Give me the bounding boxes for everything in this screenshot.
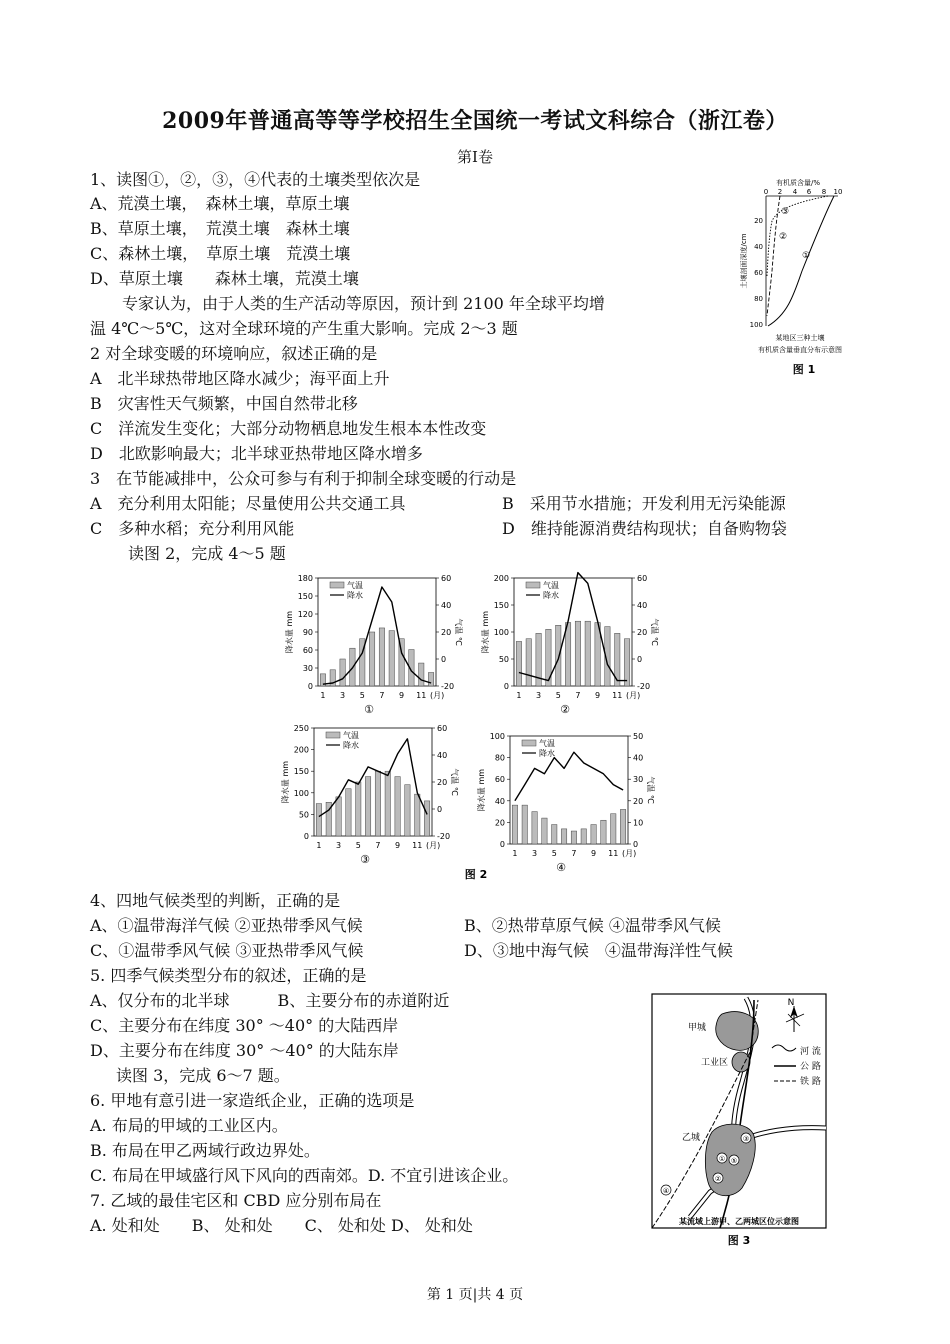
month-tick-label: 5 bbox=[551, 849, 557, 858]
fig3-subcaption: 某流域上游甲、乙两城区位示意图 bbox=[679, 1217, 799, 1226]
temperature-bar bbox=[346, 789, 351, 836]
chart-panel-label: ③ bbox=[360, 853, 370, 866]
temperature-bar bbox=[565, 623, 570, 686]
precip-tick-label: 100 bbox=[293, 788, 309, 798]
month-tick-label: 5 bbox=[555, 691, 561, 700]
q1-option-b: B、草原土壤， 荒漠土壤 森林土壤 bbox=[90, 219, 350, 238]
temp-tick-label: 20 bbox=[441, 628, 452, 637]
temperature-bar bbox=[542, 818, 547, 844]
chart-panel-label: ④ bbox=[556, 861, 566, 874]
precip-tick-label: 90 bbox=[302, 628, 313, 637]
month-tick-label: 3 bbox=[340, 691, 346, 700]
temperature-bar bbox=[591, 825, 596, 844]
section-heading: 第Ⅰ卷 bbox=[457, 148, 493, 166]
precip-tick-label: 150 bbox=[297, 592, 313, 601]
svg-text:20: 20 bbox=[754, 217, 763, 225]
temperature-bar bbox=[395, 777, 400, 836]
legend-precip-label: 降水 bbox=[347, 591, 363, 600]
temperature-bar bbox=[532, 812, 537, 844]
fig1-left-axis-label: 土壤剖面深度/cm bbox=[740, 233, 748, 289]
precip-tick-label: 0 bbox=[499, 840, 505, 849]
q5-option-c: C、主要分布在纬度 30° ～40° 的大陆西岸 bbox=[90, 1016, 399, 1035]
legend-temp-label: 气温 bbox=[539, 739, 555, 748]
question-1: 1、读图①，②，③，④代表的土壤类型依次是 bbox=[90, 170, 421, 189]
svg-text:6: 6 bbox=[806, 188, 812, 196]
q5-option-d: D、主要分布在纬度 30° ～40° 的大陆东岸 bbox=[90, 1041, 399, 1060]
figure-1 bbox=[738, 176, 850, 386]
read-fig2-instruction: 读图 2，完成 4～5 题 bbox=[128, 544, 286, 563]
temperature-bar bbox=[611, 814, 616, 844]
temperature-bar bbox=[405, 785, 410, 836]
figure-3 bbox=[650, 992, 830, 1258]
temperature-bar bbox=[512, 805, 517, 844]
month-tick-label: 11 bbox=[412, 841, 423, 850]
q3-option-a: A 充分利用太阳能；尽量使用公共交通工具 bbox=[90, 494, 406, 513]
fig3-marker-1: ① bbox=[718, 1155, 726, 1163]
q6-option-cd: C. 布局在甲域盛行风下风向的西南郊。D. 不宜引进该企业。 bbox=[90, 1166, 519, 1185]
legend-precip-label: 降水 bbox=[343, 741, 359, 750]
precip-tick-label: 60 bbox=[302, 646, 313, 655]
temp-tick-label: 60 bbox=[437, 724, 448, 733]
temp-tick-label: -20 bbox=[441, 682, 455, 691]
month-tick-label: 11 bbox=[608, 849, 619, 858]
chart-panel-label: ① bbox=[364, 703, 374, 716]
temp-tick-label: 20 bbox=[637, 628, 648, 637]
month-tick-label: 9 bbox=[595, 691, 601, 700]
temp-axis-label: 气温 ℃ bbox=[650, 618, 659, 646]
page-footer: 第 1 页|共 4 页 bbox=[426, 1287, 524, 1303]
fig3-city-yi-label: 乙城 bbox=[682, 1133, 701, 1143]
temperature-bar bbox=[561, 829, 566, 844]
legend-temp-label: 气温 bbox=[347, 581, 363, 590]
fig3-caption: 图 3 bbox=[727, 1234, 751, 1247]
temp-tick-label: 50 bbox=[633, 732, 644, 741]
temperature-bar bbox=[385, 771, 390, 836]
fig1-label-3: ③ bbox=[781, 207, 790, 217]
temperature-bar bbox=[556, 625, 561, 686]
fig3-marker-3: ③ bbox=[742, 1135, 750, 1143]
month-unit-label: (月) bbox=[430, 691, 445, 700]
question-7: 7. 乙域的最佳宅区和 CBD 应分别布局在 bbox=[90, 1191, 382, 1210]
precip-tick-label: 40 bbox=[494, 796, 505, 806]
month-tick-label: 9 bbox=[395, 841, 401, 850]
month-tick-label: 5 bbox=[355, 841, 361, 850]
temperature-bar bbox=[585, 621, 590, 686]
temp-tick-label: 20 bbox=[633, 796, 644, 806]
temperature-bar bbox=[375, 771, 380, 836]
fig3-marker-2: ② bbox=[714, 1175, 722, 1183]
temp-axis-label: 气温 ℃ bbox=[646, 776, 655, 804]
svg-text:0: 0 bbox=[763, 188, 769, 196]
temp-tick-label: 20 bbox=[437, 778, 448, 787]
precip-tick-label: 200 bbox=[293, 745, 309, 755]
temperature-bar bbox=[424, 801, 429, 836]
passage-line-2: 温 4℃～5℃，这对全球环境的产生重大影响。完成 2～3 题 bbox=[90, 319, 518, 338]
q4-option-d: D、③地中海气候 ④温带海洋性气候 bbox=[464, 941, 733, 960]
month-tick-label: 5 bbox=[359, 691, 365, 700]
chart-panel-label: ② bbox=[560, 703, 570, 716]
fig1-curve-3 bbox=[767, 196, 828, 276]
legend-precip-label: 降水 bbox=[543, 591, 559, 600]
fig1-label-2: ② bbox=[779, 232, 788, 242]
precip-tick-label: 200 bbox=[493, 574, 509, 583]
temp-tick-label: 40 bbox=[441, 601, 452, 610]
svg-text:4: 4 bbox=[792, 188, 798, 196]
q2-option-b: B 灾害性天气频繁，中国自然带北移 bbox=[90, 394, 358, 413]
q2-option-c: C 洋流发生变化；大部分动物栖息地发生根本本性改变 bbox=[90, 419, 487, 438]
month-tick-label: 7 bbox=[375, 841, 381, 850]
precipitation-line bbox=[519, 573, 627, 681]
fig3-marker-4: ④ bbox=[662, 1187, 670, 1195]
month-tick-label: 9 bbox=[591, 849, 597, 858]
month-tick-label: 1 bbox=[316, 841, 322, 850]
precip-tick-label: 150 bbox=[493, 601, 509, 610]
q2-option-a: A 北半球热带地区降水减少；海平面上升 bbox=[90, 369, 390, 388]
svg-text:100: 100 bbox=[749, 321, 763, 329]
q4-option-c: C、①温带季风气候 ③亚热带季风气候 bbox=[90, 941, 364, 960]
temperature-bar bbox=[389, 631, 394, 686]
q1-option-a: A、荒漠土壤， 森林土壤，草原土壤 bbox=[90, 194, 350, 213]
question-4: 4、四地气候类型的判断，正确的是 bbox=[90, 891, 341, 910]
precip-tick-label: 0 bbox=[307, 682, 313, 691]
svg-text:8: 8 bbox=[821, 188, 827, 196]
q3-option-b: B 采用节水措施；开发利用无污染能源 bbox=[502, 494, 786, 513]
month-tick-label: 1 bbox=[512, 849, 518, 858]
month-tick-label: 11 bbox=[416, 691, 427, 700]
question-2: 2 对全球变暖的环境响应，叙述正确的是 bbox=[90, 344, 378, 363]
precip-tick-label: 250 bbox=[293, 724, 309, 733]
fig1-curve-2 bbox=[767, 196, 780, 316]
legend-precip-label: 降水 bbox=[539, 749, 555, 758]
fig1-top-axis-label: 有机质含量/% bbox=[775, 179, 821, 187]
fig2-caption: 图 2 bbox=[464, 868, 488, 881]
temperature-bar bbox=[419, 663, 424, 686]
q3-option-d: D 维持能源消费结构现状；自备购物袋 bbox=[502, 519, 787, 538]
temp-tick-label: 60 bbox=[441, 574, 452, 583]
temperature-bar bbox=[522, 805, 527, 844]
precip-tick-label: 120 bbox=[297, 610, 313, 619]
temperature-bar bbox=[575, 621, 580, 686]
svg-text:N: N bbox=[787, 998, 795, 1008]
passage-line-1: 专家认为，由于人类的生产活动等原因，预计到 2100 年全球平均增 bbox=[106, 294, 605, 313]
fig1-caption: 图 1 bbox=[792, 363, 816, 376]
month-tick-label: 3 bbox=[532, 849, 538, 858]
month-tick-label: 3 bbox=[336, 841, 342, 850]
legend-temp-label: 气温 bbox=[343, 731, 359, 740]
precip-tick-label: 60 bbox=[494, 775, 505, 785]
precip-axis-label: 降水量 mm bbox=[285, 610, 294, 654]
svg-text:河 流: 河 流 bbox=[800, 1047, 821, 1057]
q2-option-d: D 北欧影响最大；北半球亚热带地区降水增多 bbox=[90, 444, 423, 463]
temp-tick-label: 0 bbox=[437, 805, 443, 814]
temperature-bar bbox=[581, 829, 586, 844]
q1-option-d: D、草原土壤 森林土壤，荒漠土壤 bbox=[90, 269, 359, 288]
temp-tick-label: -20 bbox=[637, 682, 651, 691]
month-unit-label: (月) bbox=[622, 849, 637, 858]
question-3: 3 在节能减排中，公众可参与有利于抑制全球变暖的行动是 bbox=[90, 469, 517, 488]
month-tick-label: 7 bbox=[379, 691, 385, 700]
month-tick-label: 7 bbox=[571, 849, 577, 858]
fig1-left-ticks bbox=[750, 217, 763, 329]
month-tick-label: 3 bbox=[536, 691, 542, 700]
temperature-bar bbox=[571, 831, 576, 844]
precipitation-line bbox=[515, 752, 623, 801]
precipitation-line bbox=[319, 739, 427, 817]
precip-axis-label: 降水量 mm bbox=[281, 760, 290, 804]
temperature-bar bbox=[369, 632, 374, 686]
q5-option-ab: A、仅分布的北半球 B、主要分布的赤道附近 bbox=[90, 991, 450, 1010]
svg-text:60: 60 bbox=[754, 269, 763, 277]
legend-temp-swatch bbox=[326, 732, 340, 738]
month-tick-label: 11 bbox=[612, 691, 623, 700]
svg-text:2: 2 bbox=[777, 188, 783, 196]
q4-option-b: B、②热带草原气候 ④温带季风气候 bbox=[464, 916, 721, 935]
temp-tick-label: 30 bbox=[633, 775, 644, 785]
q1-option-c: C、森林土壤， 草原土壤 荒漠土壤 bbox=[90, 244, 351, 263]
question-6: 6. 甲地有意引进一家造纸企业，正确的选项是 bbox=[90, 1091, 415, 1110]
legend-temp-swatch bbox=[522, 740, 536, 746]
temperature-bar bbox=[620, 809, 625, 844]
fig3-marker-5: ⑤ bbox=[730, 1157, 738, 1165]
temperature-bar bbox=[526, 639, 531, 686]
legend-temp-label: 气温 bbox=[543, 581, 559, 590]
temperature-bar bbox=[336, 797, 341, 836]
svg-text:40: 40 bbox=[754, 243, 763, 251]
question-5: 5. 四季气候类型分布的叙述，正确的是 bbox=[90, 966, 367, 985]
q4-option-a: A、①温带海洋气候 ②亚热带季风气候 bbox=[90, 916, 363, 935]
q6-option-a: A. 布局的甲域的工业区内。 bbox=[90, 1116, 288, 1135]
temp-tick-label: 0 bbox=[637, 655, 643, 664]
precip-tick-label: 80 bbox=[494, 753, 505, 763]
precip-tick-label: 150 bbox=[293, 767, 309, 777]
temp-tick-label: 0 bbox=[633, 840, 639, 849]
precip-tick-label: 180 bbox=[297, 574, 313, 583]
q6-option-b: B. 布局在甲乙两域行政边界处。 bbox=[90, 1141, 320, 1160]
q3-option-c: C 多种水稻；充分利用风能 bbox=[90, 519, 295, 538]
temperature-bar bbox=[316, 804, 321, 836]
temperature-bar bbox=[365, 777, 370, 836]
precip-tick-label: 20 bbox=[494, 818, 505, 828]
temperature-bar bbox=[356, 782, 361, 836]
month-tick-label: 1 bbox=[320, 691, 326, 700]
temperature-bar bbox=[379, 628, 384, 686]
temperature-bar bbox=[340, 659, 345, 686]
temp-axis-label: 气温 ℃ bbox=[454, 618, 463, 646]
svg-text:10: 10 bbox=[833, 188, 843, 196]
fig1-subcaption-2: 有机质含量垂直分布示意图 bbox=[758, 346, 842, 354]
svg-text:铁 路: 铁 路 bbox=[800, 1077, 821, 1087]
precip-tick-label: 0 bbox=[503, 682, 509, 691]
temp-axis-label: 气温 ℃ bbox=[450, 768, 459, 796]
legend-temp-swatch bbox=[526, 582, 540, 588]
month-tick-label: 7 bbox=[575, 691, 581, 700]
precip-tick-label: 100 bbox=[493, 628, 509, 637]
fig3-city-jia-label: 甲城 bbox=[687, 1023, 706, 1033]
month-unit-label: (月) bbox=[626, 691, 641, 700]
precip-tick-label: 50 bbox=[498, 655, 509, 664]
page-title: 2009年普通高等等学校招生全国统一考试文科综合（浙江卷） bbox=[162, 108, 788, 134]
precip-axis-label: 降水量 mm bbox=[481, 610, 490, 654]
fig1-subcaption-1: 某地区三种土壤 bbox=[775, 334, 825, 342]
month-tick-label: 1 bbox=[516, 691, 522, 700]
fig3-industrial-label: 工业区 bbox=[700, 1058, 728, 1068]
precip-axis-label: 降水量 mm bbox=[477, 768, 486, 812]
temperature-bar bbox=[428, 673, 433, 687]
precipitation-line bbox=[323, 587, 431, 684]
precip-tick-label: 100 bbox=[489, 732, 505, 741]
fig1-label-1: ① bbox=[802, 251, 811, 261]
temp-tick-label: 40 bbox=[633, 753, 644, 763]
fig1-curve-1 bbox=[768, 196, 834, 326]
precip-tick-label: 30 bbox=[302, 664, 313, 673]
precip-tick-label: 50 bbox=[298, 810, 309, 820]
svg-text:公 路: 公 路 bbox=[800, 1062, 821, 1072]
month-tick-label: 9 bbox=[399, 691, 405, 700]
svg-text:80: 80 bbox=[754, 295, 763, 303]
temperature-bar bbox=[601, 820, 606, 844]
fig1-top-ticks bbox=[764, 188, 843, 196]
temperature-bar bbox=[552, 825, 557, 844]
temp-tick-label: 40 bbox=[437, 751, 448, 760]
temp-tick-label: 40 bbox=[637, 601, 648, 610]
read-fig3-instruction: 读图 3，完成 6～7 题。 bbox=[116, 1066, 290, 1085]
precip-tick-label: 0 bbox=[303, 832, 309, 841]
legend-temp-swatch bbox=[330, 582, 344, 588]
temperature-bar bbox=[624, 639, 629, 686]
temp-tick-label: 60 bbox=[637, 574, 648, 583]
month-unit-label: (月) bbox=[426, 841, 441, 850]
temperature-bar bbox=[415, 794, 420, 836]
temp-tick-label: 0 bbox=[441, 655, 447, 664]
temp-tick-label: -20 bbox=[437, 832, 451, 841]
temp-tick-label: 10 bbox=[633, 818, 644, 828]
q7-options: A. 处和处 B、 处和处 C、 处和处 D、 处和处 bbox=[90, 1216, 473, 1235]
temperature-bar bbox=[516, 641, 521, 686]
figure-2 bbox=[270, 566, 690, 884]
